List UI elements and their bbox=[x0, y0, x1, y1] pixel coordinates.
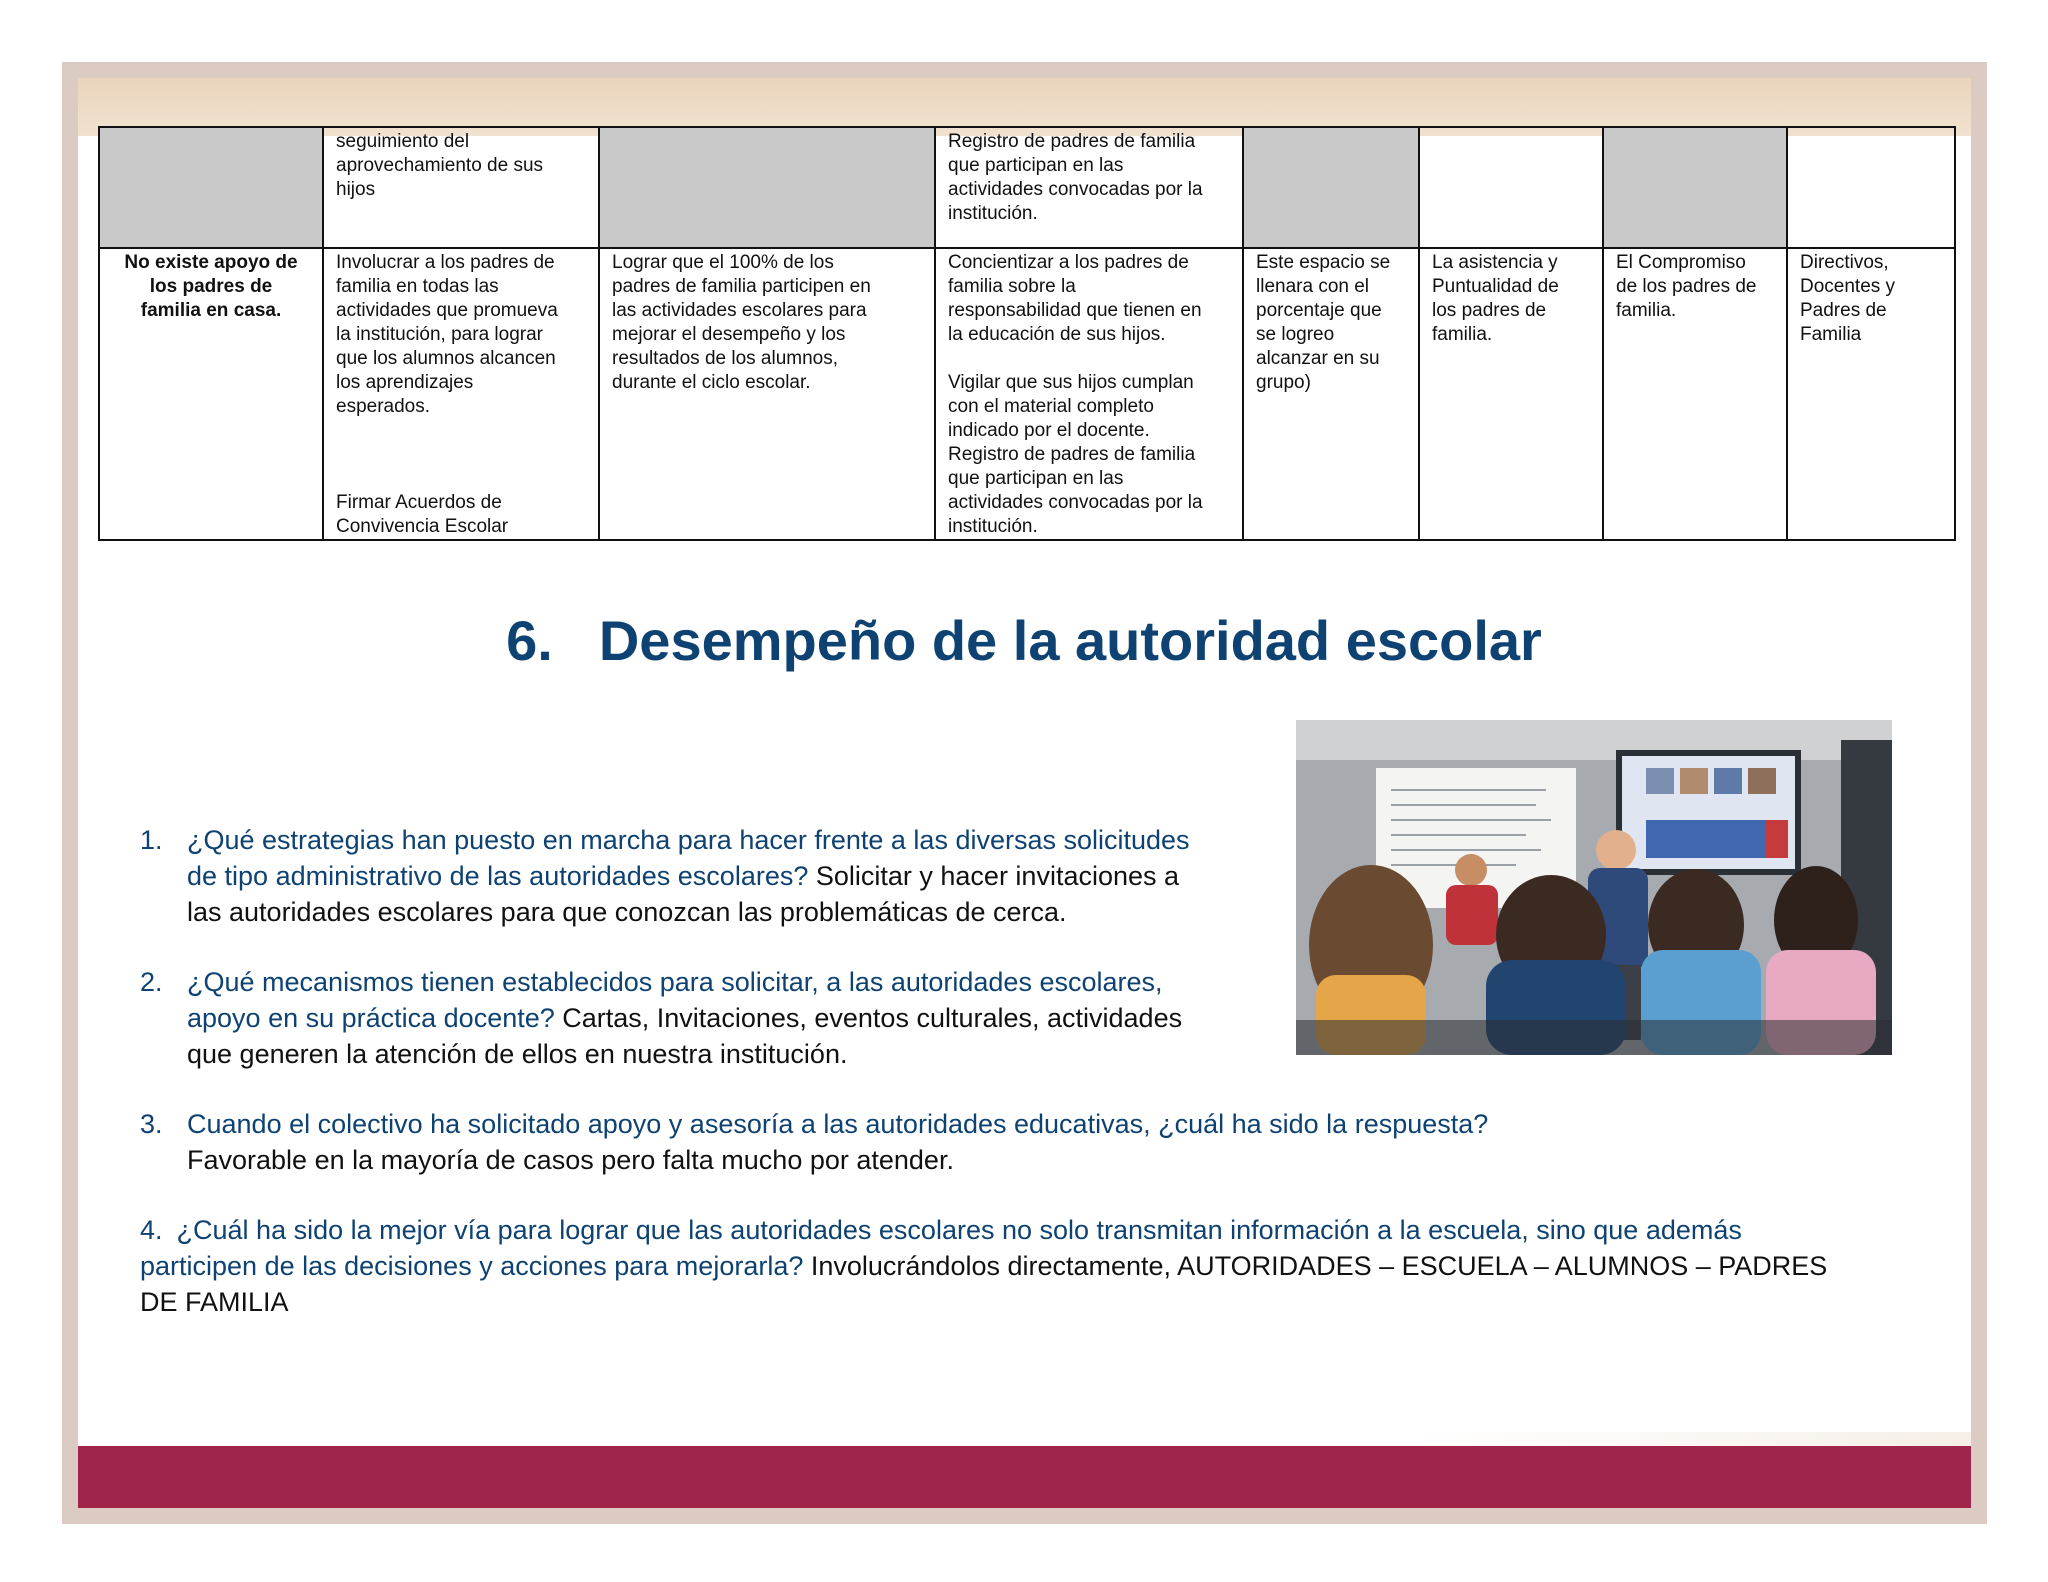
table-cell bbox=[99, 127, 323, 248]
cell-line: familia en casa. bbox=[140, 300, 282, 321]
question-line: DE FAMILIA bbox=[140, 1287, 289, 1317]
question-number: 1. bbox=[140, 825, 163, 855]
table-cell bbox=[1243, 127, 1419, 248]
footer-band bbox=[78, 1446, 1971, 1508]
cell-line: aprovechamiento de sus bbox=[336, 155, 544, 176]
cell-line: la educación de sus hijos. bbox=[948, 324, 1166, 345]
question-4 bbox=[140, 1212, 1940, 1320]
cell-line: actividades convocadas por la bbox=[948, 492, 1203, 513]
cell-line: resultados de los alumnos, bbox=[612, 348, 839, 369]
question-number: 3. bbox=[140, 1109, 163, 1139]
cell-line: Concientizar a los padres de bbox=[948, 252, 1189, 273]
cell-line: Firmar Acuerdos de bbox=[336, 492, 502, 513]
cell-line: institución. bbox=[948, 516, 1038, 537]
table-cell bbox=[935, 127, 1243, 248]
cell-line: que los alumnos alcancen bbox=[336, 348, 556, 369]
cell-line: institución. bbox=[948, 203, 1038, 224]
question-line: que generen la atención de ellos en nuestra institución. bbox=[187, 1039, 848, 1069]
cell-line: familia. bbox=[1432, 324, 1493, 345]
table-row bbox=[99, 127, 1955, 248]
cell-line: Este espacio se bbox=[1256, 252, 1391, 273]
action-plan-table bbox=[98, 126, 1956, 541]
table-cell bbox=[599, 248, 935, 540]
section-title: Desempeño de la autoridad escolar bbox=[598, 609, 1542, 672]
cell-line: padres de familia participen en bbox=[612, 276, 871, 297]
cell-line: que participan en las bbox=[948, 468, 1124, 489]
cell-line: indicado por el docente. bbox=[948, 420, 1150, 441]
cell-line: que participan en las bbox=[948, 155, 1124, 176]
question-line: ¿Qué mecanismos tienen establecidos para solicitar, a las autoridades escolares, bbox=[187, 967, 1163, 997]
table-cell bbox=[323, 127, 599, 248]
table-row bbox=[99, 248, 1955, 540]
question-line: 4. ¿Cuál ha sido la mejor vía para lograr que las autoridades escolares no solo transmitan información a la escuela, sino que además bbox=[140, 1215, 1742, 1245]
question-line: de tipo administrativo de las autoridades escolares? Solicitar y hacer invitaciones a bbox=[187, 861, 1180, 891]
cell-line: llenara con el bbox=[1256, 276, 1370, 297]
cell-line: Convivencia Escolar bbox=[336, 516, 509, 537]
cell-line: Registro de padres de familia bbox=[948, 444, 1196, 465]
cell-line: la institución, para lograr bbox=[336, 324, 543, 345]
question-line: ¿Qué estrategias han puesto en marcha para hacer frente a las diversas solicitudes bbox=[187, 825, 1190, 855]
cell-line: actividades convocadas por la bbox=[948, 179, 1203, 200]
question-line: participen de las decisiones y acciones para mejorarla? Involucrándolos directamente, AUTORIDADES – ESCUELA – ALUMNOS – PADRES bbox=[140, 1251, 1828, 1281]
cell-line: Vigilar que sus hijos cumplan bbox=[948, 372, 1194, 393]
section-heading bbox=[0, 608, 2048, 673]
table-cell bbox=[1419, 127, 1603, 248]
classroom-illustration-svg bbox=[1296, 720, 1892, 1055]
cell-line: Puntualidad de bbox=[1432, 276, 1559, 297]
cell-line: los padres de bbox=[1432, 300, 1547, 321]
cell-line: seguimiento del bbox=[336, 131, 470, 152]
cell-line: porcentaje que bbox=[1256, 300, 1382, 321]
cell-line: Docentes y bbox=[1800, 276, 1896, 297]
cell-line: Lograr que el 100% de los bbox=[612, 252, 834, 273]
cell-line: familia en todas las bbox=[336, 276, 499, 297]
cell-line: Familia bbox=[1800, 324, 1862, 345]
cell-line: las actividades escolares para bbox=[612, 300, 867, 321]
question-1 bbox=[140, 822, 1190, 930]
table-cell bbox=[935, 248, 1243, 540]
question-number: 2. bbox=[140, 967, 163, 997]
cell-line: mejorar el desempeño y los bbox=[612, 324, 846, 345]
table-cell bbox=[1603, 127, 1787, 248]
cell-line: durante el ciclo escolar. bbox=[612, 372, 811, 393]
cell-line: los padres de bbox=[149, 276, 273, 297]
cell-line: Padres de bbox=[1800, 300, 1887, 321]
cell-line: actividades que promueva bbox=[336, 300, 558, 321]
question-number: 4. bbox=[140, 1215, 163, 1245]
cell-line: esperados. bbox=[336, 396, 431, 417]
cell-line: Registro de padres de familia bbox=[948, 131, 1196, 152]
cell-line: familia. bbox=[1616, 300, 1677, 321]
question-line: apoyo en su práctica docente? Cartas, Invitaciones, eventos culturales, actividades bbox=[187, 1003, 1183, 1033]
table-cell bbox=[1419, 248, 1603, 540]
table-cell bbox=[1603, 248, 1787, 540]
cell-line: No existe apoyo de bbox=[124, 252, 298, 273]
footer-fade bbox=[1415, 1432, 1971, 1446]
cell-line: La asistencia y bbox=[1432, 252, 1558, 273]
cell-line: Directivos, bbox=[1800, 252, 1889, 273]
question-line: las autoridades escolares para que conozcan las problemáticas de cerca. bbox=[187, 897, 1067, 927]
cell-line: responsabilidad que tienen en bbox=[948, 300, 1202, 321]
cell-line: se logreo bbox=[1256, 324, 1335, 345]
classroom-meeting-illustration-icon bbox=[1296, 720, 1892, 1055]
table-cell bbox=[599, 127, 935, 248]
table-cell bbox=[323, 248, 599, 540]
section-number: 6. bbox=[506, 609, 553, 672]
table-cell bbox=[1243, 248, 1419, 540]
cell-line: los aprendizajes bbox=[336, 372, 474, 393]
question-line: Cuando el colectivo ha solicitado apoyo y asesoría a las autoridades educativas, ¿cuál ha sido la respuesta? bbox=[187, 1109, 1489, 1139]
table-cell-problem bbox=[99, 248, 323, 540]
table-cell bbox=[1787, 127, 1955, 248]
cell-line: familia sobre la bbox=[948, 276, 1076, 297]
cell-line: con el material completo bbox=[948, 396, 1154, 417]
table-cell bbox=[1787, 248, 1955, 540]
cell-line: Involucrar a los padres de bbox=[336, 252, 555, 273]
cell-line: de los padres de bbox=[1616, 276, 1757, 297]
cell-line: El Compromiso bbox=[1616, 252, 1746, 273]
cell-line: hijos bbox=[336, 179, 376, 200]
cell-line: alcanzar en su bbox=[1256, 348, 1380, 369]
question-2 bbox=[140, 964, 1182, 1072]
question-line: Favorable en la mayoría de casos pero falta mucho por atender. bbox=[187, 1145, 954, 1175]
question-3 bbox=[140, 1106, 1488, 1178]
cell-line: grupo) bbox=[1256, 372, 1311, 393]
